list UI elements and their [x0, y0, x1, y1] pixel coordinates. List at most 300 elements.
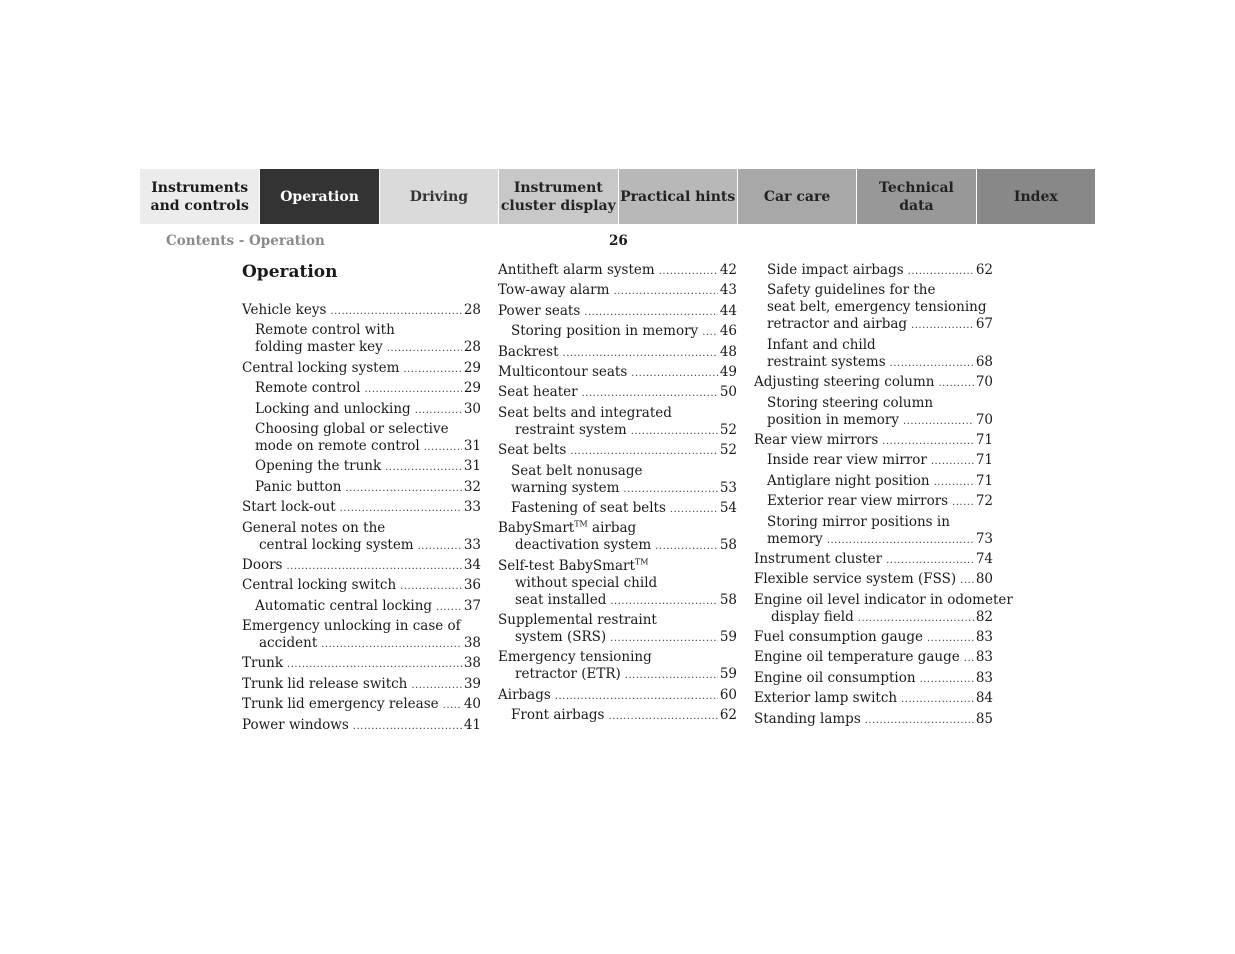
dot-leader	[934, 474, 974, 491]
toc-entry-row	[498, 344, 737, 362]
toc-entry[interactable]	[242, 577, 481, 595]
toc-page-number: 74	[975, 550, 993, 567]
toc-entry[interactable]	[754, 571, 993, 589]
toc-entry-row	[242, 655, 481, 673]
toc-entry[interactable]	[498, 612, 737, 647]
toc-page-number: 30	[463, 400, 481, 417]
toc-entry-row	[242, 438, 481, 456]
toc-entry-row	[242, 537, 481, 555]
toc-page-number: 34	[463, 556, 481, 573]
toc-entry-row	[754, 571, 993, 589]
toc-page-number: 59	[719, 629, 737, 646]
toc-entry-title: accident	[259, 635, 318, 652]
trademark-mark: TM	[634, 557, 649, 567]
dot-leader	[330, 303, 461, 320]
toc-entry[interactable]	[498, 520, 737, 555]
toc-entry[interactable]	[754, 473, 993, 491]
toc-entry-row	[498, 282, 737, 300]
toc-entry-title: Tow-away alarm	[498, 282, 610, 299]
dot-leader	[827, 532, 974, 549]
toc-page-number: 73	[975, 530, 993, 547]
toc-entry[interactable]	[242, 499, 481, 517]
toc-page-number: 80	[975, 571, 993, 588]
toc-entry-title: Exterior rear view mirrors	[767, 493, 949, 510]
toc-entry-title: Storing position in memory	[511, 323, 699, 340]
toc-entry[interactable]	[498, 303, 737, 321]
toc-column-1	[242, 262, 481, 737]
toc-page-number: 52	[719, 442, 737, 459]
toc-entry-title: display field	[771, 608, 854, 625]
toc-entry[interactable]	[242, 458, 481, 476]
toc-entry-title: Rear view mirrors	[754, 431, 879, 448]
toc-entry-row	[754, 649, 993, 667]
toc-entry[interactable]	[754, 629, 993, 647]
toc-entry-line: Emergency tensioning	[498, 649, 652, 666]
toc-entry[interactable]	[242, 360, 481, 378]
toc-page-number: 58	[719, 591, 737, 608]
toc-entry[interactable]	[242, 302, 481, 320]
toc-entry-row	[498, 537, 737, 555]
toc-page-number: 40	[463, 696, 481, 713]
dot-leader	[582, 385, 718, 402]
tab-operation[interactable]: Operation	[259, 169, 378, 224]
toc-entry[interactable]	[754, 452, 993, 470]
toc-entry-row	[754, 354, 993, 372]
dot-leader	[631, 365, 718, 382]
toc-page-number: 70	[975, 411, 993, 428]
toc-entry-title: memory	[767, 530, 823, 547]
dot-leader	[952, 494, 974, 511]
toc-list-1	[242, 302, 481, 735]
toc-page-number: 33	[463, 536, 481, 553]
toc-entry-line: Supplemental restraint	[498, 612, 657, 629]
dot-leader	[424, 439, 462, 456]
dot-leader	[321, 636, 462, 653]
dot-leader	[570, 443, 718, 460]
dot-leader	[563, 345, 718, 362]
toc-page-number: 33	[463, 499, 481, 516]
toc-entry-title: Adjusting steering column	[754, 374, 935, 391]
toc-entry-line: Storing steering column	[767, 394, 934, 411]
dot-leader	[625, 667, 718, 684]
toc-entry-row	[242, 598, 481, 616]
toc-entry-line: General notes on the	[242, 519, 386, 536]
toc-entry-row	[242, 577, 481, 595]
toc-page-number: 46	[719, 323, 737, 340]
toc-entry-title: Backrest	[498, 343, 559, 360]
toc-entry-row	[754, 609, 993, 627]
toc-entry[interactable]	[498, 649, 737, 684]
toc-entry-row	[754, 493, 993, 511]
toc-entry-text: airbag	[587, 520, 637, 537]
toc-entry-row	[242, 717, 481, 735]
toc-entry-line: Remote control with	[255, 322, 395, 339]
toc-entry-row	[498, 422, 737, 440]
toc-entry-title: Engine oil temperature gauge	[754, 649, 960, 666]
toc-entry-line: Storing mirror positions in	[767, 513, 950, 530]
dot-leader	[631, 423, 718, 440]
toc-entry-title: Central locking system	[242, 359, 400, 376]
toc-entry-row	[754, 711, 993, 729]
toc-entry[interactable]	[754, 395, 993, 430]
toc-entry-row	[754, 531, 993, 549]
toc-entry-title: Power windows	[242, 716, 349, 733]
toc-entry[interactable]	[242, 421, 481, 456]
toc-page-number: 53	[719, 479, 737, 496]
toc-page-number: 38	[463, 655, 481, 672]
dot-leader	[385, 459, 462, 476]
section-tabs	[140, 169, 1095, 224]
toc-entry-title: Seat heater	[498, 384, 578, 401]
toc-entry-row	[242, 302, 481, 320]
toc-entry[interactable]	[754, 551, 993, 569]
toc-entry[interactable]	[754, 591, 1013, 627]
toc-entry[interactable]	[242, 598, 481, 616]
toc-entry-title: Inside rear view mirror	[767, 452, 927, 469]
toc-page-number: 29	[463, 380, 481, 397]
toc-entry[interactable]	[498, 405, 737, 440]
toc-page-number: 60	[719, 686, 737, 703]
toc-entry-row	[754, 690, 993, 708]
dot-leader	[418, 538, 462, 555]
toc-entry-title: system (SRS)	[515, 629, 607, 646]
toc-entry-title: Standing lamps	[754, 710, 861, 727]
toc-page-number: 58	[719, 537, 737, 554]
toc-entry-title: restraint systems	[767, 353, 886, 370]
dot-leader	[365, 381, 462, 398]
toc-page-number: 31	[463, 458, 481, 475]
toc-entry[interactable]	[498, 442, 737, 460]
toc-entry[interactable]	[242, 380, 481, 398]
toc-entry-title: Engine oil consumption	[754, 669, 916, 686]
toc-entry[interactable]	[498, 384, 737, 402]
toc-entry-row	[242, 401, 481, 419]
toc-entry-row	[498, 629, 737, 647]
toc-page-number: 84	[975, 690, 993, 707]
dot-leader	[443, 697, 462, 714]
dot-leader	[353, 718, 462, 735]
tab-instrument-cluster-display[interactable]: Instrument cluster display	[498, 169, 617, 224]
toc-entry-row	[242, 557, 481, 575]
toc-column-2	[498, 262, 737, 728]
toc-entry-row	[754, 412, 993, 430]
dot-leader	[286, 558, 461, 575]
toc-entry-row	[498, 364, 737, 382]
toc-entry[interactable]	[754, 493, 993, 511]
toc-entry-row	[498, 707, 737, 725]
toc-entry-line: Seat belts and integrated	[498, 404, 672, 421]
toc-entry-title: Instrument cluster	[754, 550, 883, 567]
toc-entry-title: folding master key	[255, 339, 383, 356]
toc-page-number: 37	[463, 597, 481, 614]
tab-index[interactable]: Index	[976, 169, 1095, 224]
toc-entry-line	[498, 520, 737, 537]
toc-entry-row	[498, 592, 737, 610]
toc-entry-text: Self-test BabySmart	[498, 557, 635, 574]
toc-page-number: 68	[975, 353, 993, 370]
toc-entry-row	[498, 384, 737, 402]
toc-entry[interactable]	[242, 655, 481, 673]
toc-page-number: 48	[719, 343, 737, 360]
dot-leader	[387, 340, 462, 357]
toc-page-number: 28	[463, 339, 481, 356]
toc-entry[interactable]	[242, 618, 481, 653]
dot-leader	[939, 375, 974, 392]
toc-page-number: 82	[975, 608, 993, 625]
toc-entry[interactable]	[754, 282, 993, 334]
dot-leader	[610, 593, 717, 610]
toc-entry-line: Engine oil level indicator in odometer	[754, 591, 1013, 608]
toc-entry-row	[498, 500, 737, 518]
toc-page-number: 72	[975, 493, 993, 510]
toc-entry-title: Central locking switch	[242, 577, 397, 594]
toc-page-number: 28	[463, 302, 481, 318]
toc-page-number: 83	[975, 629, 993, 646]
dot-leader	[901, 691, 974, 708]
toc-entry-line: Infant and child	[767, 336, 876, 353]
toc-entry[interactable]	[242, 717, 481, 735]
toc-entry-row	[754, 473, 993, 491]
toc-entry[interactable]	[754, 690, 993, 708]
dot-leader	[403, 361, 461, 378]
dot-leader	[670, 501, 718, 518]
dot-leader	[931, 453, 974, 470]
toc-page-number: 83	[975, 649, 993, 666]
toc-entry[interactable]	[498, 687, 737, 705]
toc-page-number: 83	[975, 669, 993, 686]
dot-leader	[610, 630, 718, 647]
toc-entry-row	[242, 635, 481, 653]
toc-entry[interactable]	[242, 322, 481, 357]
toc-entry[interactable]	[242, 676, 481, 694]
tab-practical-hints[interactable]: Practical hints	[618, 169, 737, 224]
toc-entry-row	[242, 696, 481, 714]
toc-entry-line: seat belt, emergency tensioning	[767, 299, 987, 316]
toc-page-number: 44	[719, 302, 737, 319]
toc-entry-title: Doors	[242, 556, 283, 573]
toc-page-number: 29	[463, 359, 481, 376]
dot-leader	[623, 481, 717, 498]
toc-page-number: 71	[975, 472, 993, 489]
toc-page-number: 43	[719, 282, 737, 299]
toc-page-number: 39	[463, 675, 481, 692]
toc-entry-row	[754, 432, 993, 450]
trademark-mark: TM	[574, 519, 588, 529]
toc-entry[interactable]	[242, 401, 481, 419]
toc-column-3	[754, 262, 1013, 731]
toc-entry-title: position in memory	[767, 411, 899, 428]
dot-leader	[882, 433, 974, 450]
toc-page-number: 85	[975, 710, 993, 727]
toc-entry-title: Seat belts	[498, 442, 567, 459]
toc-page-number: 70	[975, 374, 993, 391]
toc-entry-title: Fuel consumption gauge	[754, 629, 923, 646]
toc-entry[interactable]	[242, 696, 481, 714]
toc-entry-row	[498, 442, 737, 460]
dot-leader	[911, 317, 974, 334]
toc-entry-row	[498, 323, 737, 341]
toc-page-number: 62	[975, 262, 993, 278]
toc-page-number: 54	[719, 499, 737, 516]
toc-entry-title: Automatic central locking	[255, 597, 433, 614]
dot-leader	[584, 304, 718, 321]
toc-entry[interactable]	[242, 479, 481, 497]
tab-technical-data[interactable]: Technical data	[856, 169, 975, 224]
toc-entry-title: central locking system	[259, 536, 414, 553]
toc-entry-title: Flexible service system (FSS)	[754, 571, 957, 588]
toc-entry-title: seat installed	[515, 591, 607, 608]
section-heading: Operation	[242, 262, 338, 282]
toc-entry[interactable]	[754, 649, 993, 667]
toc-entry[interactable]	[754, 432, 993, 450]
toc-entry-title: Fastening of seat belts	[511, 499, 666, 516]
toc-entry-title: Trunk	[242, 655, 284, 672]
toc-entry-row	[242, 360, 481, 378]
toc-entry-text: BabySmart	[498, 520, 575, 537]
toc-entry[interactable]	[498, 262, 737, 280]
toc-entry-title: Opening the trunk	[255, 458, 382, 475]
toc-page-number: 36	[463, 577, 481, 594]
toc-entry[interactable]	[754, 337, 993, 372]
toc-entry-line: Seat belt nonusage	[511, 462, 643, 479]
toc-entry-title: Multicontour seats	[498, 363, 628, 380]
toc-entry-row	[754, 551, 993, 569]
dot-leader	[659, 263, 718, 280]
toc-entry[interactable]	[498, 558, 737, 610]
toc-entry-title: warning system	[511, 479, 620, 496]
toc-entry-row	[754, 629, 993, 647]
dot-leader	[903, 413, 974, 430]
toc-entry-title: Side impact airbags	[767, 262, 904, 278]
dot-leader	[436, 599, 462, 616]
toc-entry-line: Safety guidelines for the	[767, 282, 936, 299]
toc-entry-title: restraint system	[515, 421, 627, 438]
toc-page-number: 71	[975, 431, 993, 448]
toc-entry[interactable]	[498, 463, 737, 498]
toc-entry-row	[242, 676, 481, 694]
dot-leader	[340, 500, 462, 517]
toc-entry-row	[242, 339, 481, 357]
toc-entry-row	[242, 458, 481, 476]
toc-entry[interactable]	[754, 374, 993, 392]
dot-leader	[960, 572, 974, 589]
toc-entry[interactable]	[754, 670, 993, 688]
toc-page-number: 31	[463, 437, 481, 454]
toc-page-number: 38	[463, 635, 481, 652]
toc-entry-title: Antitheft alarm system	[498, 262, 655, 278]
toc-page-number: 62	[719, 707, 737, 724]
toc-entry[interactable]	[242, 520, 481, 555]
toc-entry-title: Trunk lid emergency release	[242, 696, 439, 713]
toc-entry-title: Antiglare night position	[767, 472, 930, 489]
dot-leader	[865, 712, 974, 729]
dot-leader	[400, 578, 462, 595]
dot-leader	[927, 630, 974, 647]
tab-car-care[interactable]: Car care	[737, 169, 856, 224]
toc-entry-title: deactivation system	[515, 537, 652, 554]
dot-leader	[555, 688, 718, 705]
toc-page-number: 67	[975, 316, 993, 333]
dot-leader	[287, 656, 462, 673]
toc-entry[interactable]	[498, 364, 737, 382]
toc-entry[interactable]	[498, 282, 737, 300]
toc-entry-row	[498, 666, 737, 684]
dot-leader	[411, 677, 461, 694]
toc-page-number: 41	[463, 716, 481, 733]
dot-leader	[908, 263, 974, 280]
toc-entry-title: Vehicle keys	[242, 302, 327, 318]
dot-leader	[858, 610, 974, 627]
toc-entry-title: Remote control	[255, 380, 361, 397]
dot-leader	[608, 708, 717, 725]
toc-entry-title: mode on remote control	[255, 437, 420, 454]
toc-entry-row	[242, 479, 481, 497]
toc-page-number: 71	[975, 452, 993, 469]
toc-entry[interactable]	[498, 707, 737, 725]
toc-entry-row	[498, 687, 737, 705]
dot-leader	[345, 480, 461, 497]
dot-leader	[964, 650, 974, 667]
toc-list-2	[498, 262, 737, 725]
toc-entry[interactable]	[498, 323, 737, 341]
toc-entry-row	[242, 499, 481, 517]
toc-entry[interactable]	[754, 514, 993, 549]
toc-entry-line	[498, 558, 737, 575]
toc-entry[interactable]	[754, 262, 993, 280]
dot-leader	[890, 355, 974, 372]
toc-list-3	[754, 262, 1013, 729]
dot-leader	[886, 552, 974, 569]
dot-leader	[655, 538, 718, 555]
toc-entry-title: Panic button	[255, 478, 342, 495]
toc-entry-row	[498, 480, 737, 498]
toc-entry-line: without special child	[515, 574, 658, 591]
toc-entry-line: Emergency unlocking in case of	[242, 618, 461, 635]
toc-page-number: 42	[719, 262, 737, 278]
tab-instruments-and-controls[interactable]: Instruments and controls	[140, 169, 259, 224]
toc-entry-title: Front airbags	[511, 707, 605, 724]
toc-page-number: 32	[463, 478, 481, 495]
tab-driving[interactable]: Driving	[379, 169, 498, 224]
toc-page-number: 50	[719, 384, 737, 401]
toc-entry[interactable]	[498, 500, 737, 518]
toc-entry-row	[754, 670, 993, 688]
dot-leader	[920, 671, 974, 688]
toc-entry-row	[754, 262, 993, 280]
toc-entry[interactable]	[242, 557, 481, 575]
dot-leader	[702, 324, 718, 341]
toc-entry-row	[754, 452, 993, 470]
toc-entry-row	[754, 316, 993, 334]
toc-entry[interactable]	[754, 711, 993, 729]
dot-leader	[415, 402, 462, 419]
toc-entry-title: retractor and airbag	[767, 316, 908, 333]
toc-entry-title: Power seats	[498, 302, 581, 319]
toc-entry-title: Locking and unlocking	[255, 400, 411, 417]
toc-entry[interactable]	[498, 344, 737, 362]
breadcrumb: Contents - Operation	[166, 233, 325, 249]
toc-page-number: 59	[719, 666, 737, 683]
dot-leader	[613, 283, 717, 300]
toc-entry-title: Airbags	[498, 686, 551, 703]
toc-entry-title: Exterior lamp switch	[754, 690, 898, 707]
toc-entry-row	[498, 303, 737, 321]
toc-entry-title: retractor (ETR)	[515, 666, 621, 683]
toc-entry-title: Trunk lid release switch	[242, 675, 408, 692]
toc-entry-row	[498, 262, 737, 280]
toc-entry-row	[242, 380, 481, 398]
page-number: 26	[609, 233, 628, 249]
